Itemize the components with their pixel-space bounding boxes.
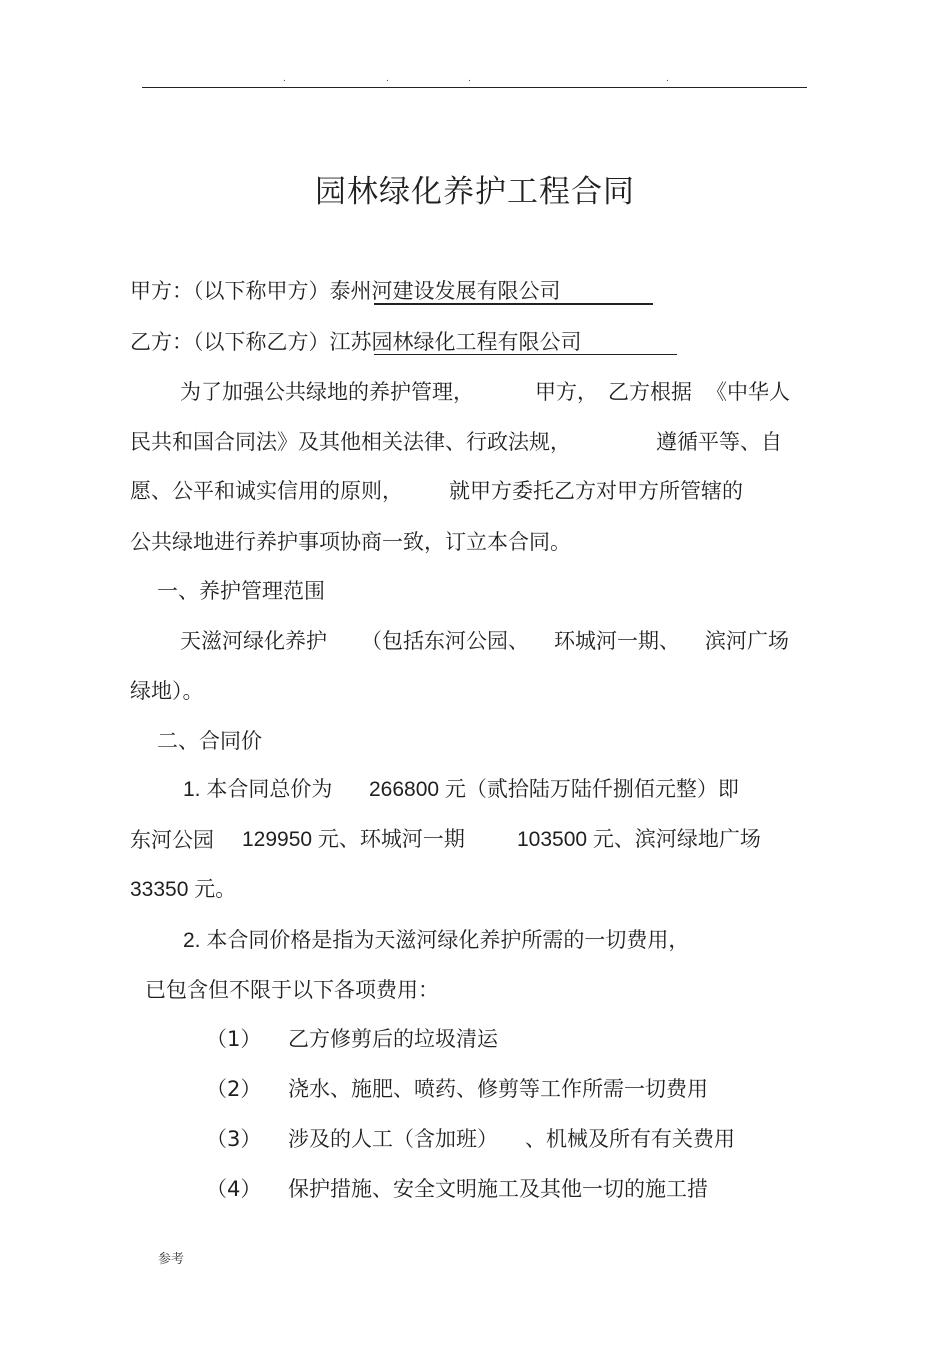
item-3-number: （3） [206, 1127, 262, 1151]
section-2-heading: 二、合同价 [157, 729, 262, 753]
item-2-number: （2） [206, 1077, 262, 1101]
intro-line-2a: 民共和国合同法》及其他相关法律、行政法规， [130, 430, 571, 454]
item-3-text-cont: 、机械及所有有关费用 [525, 1127, 735, 1151]
intro-line-1b: 甲方， [535, 380, 598, 404]
item-3-text: 涉及的人工（含加班） [288, 1127, 498, 1151]
price-line-1b: 266800 元（贰拾陆万陆仟捌佰元整）即 [369, 778, 739, 801]
item-1-number: （1） [206, 1027, 262, 1051]
party-a-label: 甲方：（以下称甲方） [130, 279, 330, 303]
party-a-underline [374, 303, 653, 305]
item-4-text: 保护措施、安全文明施工及其他一切的施工措 [288, 1177, 708, 1201]
intro-line-2b: 遵循平等、自 [656, 430, 782, 454]
intro-line-1a: 为了加强公共绿地的养护管理， [180, 380, 474, 404]
section-1-line-1a: 天滋河绿化养护 [180, 629, 327, 653]
intro-line-1c: 乙方根据 [608, 380, 692, 404]
section-1-heading: 一、养护管理范围 [157, 579, 325, 603]
header-dot: . [468, 74, 471, 84]
party-b-underline [374, 354, 677, 355]
section-1-line-1c: 环城河一期、 [554, 629, 680, 653]
intro-line-4: 公共绿地进行养护事项协商一致，订立本合同。 [130, 530, 571, 554]
price-line-3: 33350 元。 [130, 878, 237, 901]
party-b-label: 乙方：（以下称乙方） [130, 330, 330, 354]
price-line-2c: 103500 元、滨河绿地广场 [517, 828, 761, 851]
page-title: 园林绿化养护工程合同 [315, 174, 635, 210]
header-dot: . [283, 74, 286, 84]
header-dot: . [666, 74, 669, 84]
item-4-number: （4） [206, 1177, 262, 1201]
party-a-line [130, 276, 561, 306]
section-1-line-1d: 滨河广场 [705, 629, 789, 653]
section-1-line-1b: （包括东河公园、 [361, 629, 529, 653]
scope-line-2: 已包含但不限于以下各项费用： [145, 978, 439, 1002]
scope-line-1: 2. 本合同价格是指为天滋河绿化养护所需的一切费用， [183, 929, 690, 952]
header-dot: . [386, 74, 389, 84]
section-1-line-2: 绿地）。 [130, 679, 204, 703]
party-b-line [130, 327, 582, 357]
intro-line-1d: 《中华人 [706, 380, 790, 404]
party-b-name-prefix: 江 [329, 330, 351, 354]
intro-line-3a: 愿、公平和诚实信用的原则， [130, 479, 403, 503]
footer-note: 参考 [158, 1252, 185, 1267]
price-line-1a: 1. 本合同总价为 [183, 778, 333, 801]
item-1-text: 乙方修剪后的垃圾清运 [288, 1027, 498, 1051]
party-b-name: 苏园林绿化工程有限公司 [350, 330, 582, 354]
header-rule [142, 87, 807, 88]
intro-line-3b: 就甲方委托乙方对甲方所管辖的 [449, 479, 743, 503]
party-a-name: 泰州河建设发展有限公司 [329, 279, 561, 303]
price-line-2b: 129950 元、环城河一期 [242, 828, 465, 851]
price-line-2a: 东河公园 [130, 828, 214, 852]
item-2-text: 浇水、施肥、喷药、修剪等工作所需一切费用 [288, 1077, 708, 1101]
